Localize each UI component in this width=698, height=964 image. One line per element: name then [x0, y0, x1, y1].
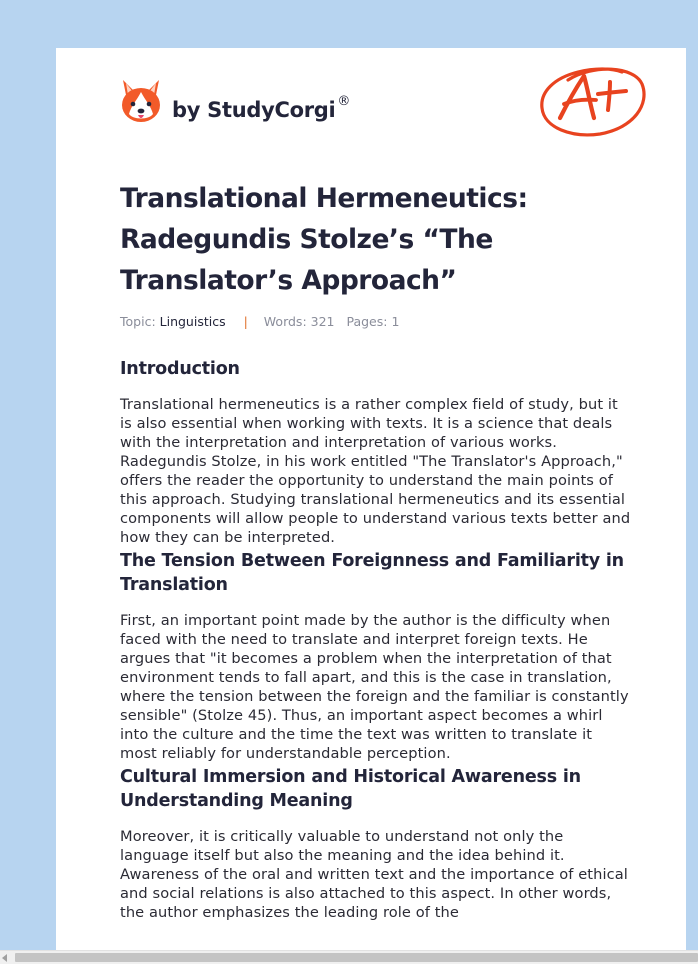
section-heading-cultural-immersion: Cultural Immersion and Historical Awareness in Understanding Meaning	[120, 767, 581, 811]
brand-name: by StudyCorgi ®	[172, 94, 351, 122]
section-body-introduction: Translational hermeneutics is a rather complex field of study, but it is also essential when working with texts. It is a science that deals with the interpretation and interpretation of various works. Radegundis Stolze, in his work entitled "The Translator's Approach," offers the reader the opportunity to understand the main points of this approach. Studying translational hermeneutics and its essential components will allow people to understand various texts better and how they can be interpreted.	[120, 396, 631, 546]
words-label: Words:	[263, 314, 307, 329]
brand-logo[interactable]	[120, 76, 350, 126]
section-body-cultural-immersion: Moreover, it is critically valuable to understand not only the language itself but also the meaning and the idea behind it. Awareness of the oral and written text and the importance of ethical and social relations is also attached to this aspect. In other words, the author emphasizes the leading role of the	[120, 828, 628, 921]
registered-mark: ®	[337, 94, 351, 109]
document-page	[56, 48, 686, 953]
document-meta	[120, 313, 632, 331]
topic-label: Topic:	[120, 314, 156, 329]
page-title: Translational Hermeneutics: Radegundis Stolze’s “The Translator’s Approach”	[120, 183, 528, 296]
pages-value: 1	[391, 314, 400, 329]
chevron-left-icon[interactable]	[2, 954, 7, 962]
scrollbar-thumb[interactable]	[15, 953, 698, 962]
section-heading-foreignness: The Tension Between Foreignness and Familiarity in Translation	[120, 551, 624, 595]
horizontal-scrollbar[interactable]	[0, 950, 698, 964]
meta-separator: |	[243, 314, 248, 329]
words-value: 321	[310, 314, 335, 329]
section-body-foreignness: First, an important point made by the author is the difficulty when faced with the need to translate and interpret foreign texts. He argues that "it becomes a problem when the interpretation of that environment tends to fall apart, and this is the case in translation, where the tension between the foreign and the familiar is constantly sensible" (Stolze 45). Thus, an important aspect becomes a whirl into the culture and the time the text was written to translate it most reliably for understandable perception.	[120, 612, 629, 762]
grade-a-plus-badge	[538, 58, 648, 140]
section-heading-introduction: Introduction	[120, 359, 240, 379]
pages-label: Pages:	[346, 314, 388, 329]
corgi-icon	[120, 78, 162, 124]
document-body	[120, 178, 632, 922]
topic-link[interactable]: Linguistics	[159, 314, 226, 329]
